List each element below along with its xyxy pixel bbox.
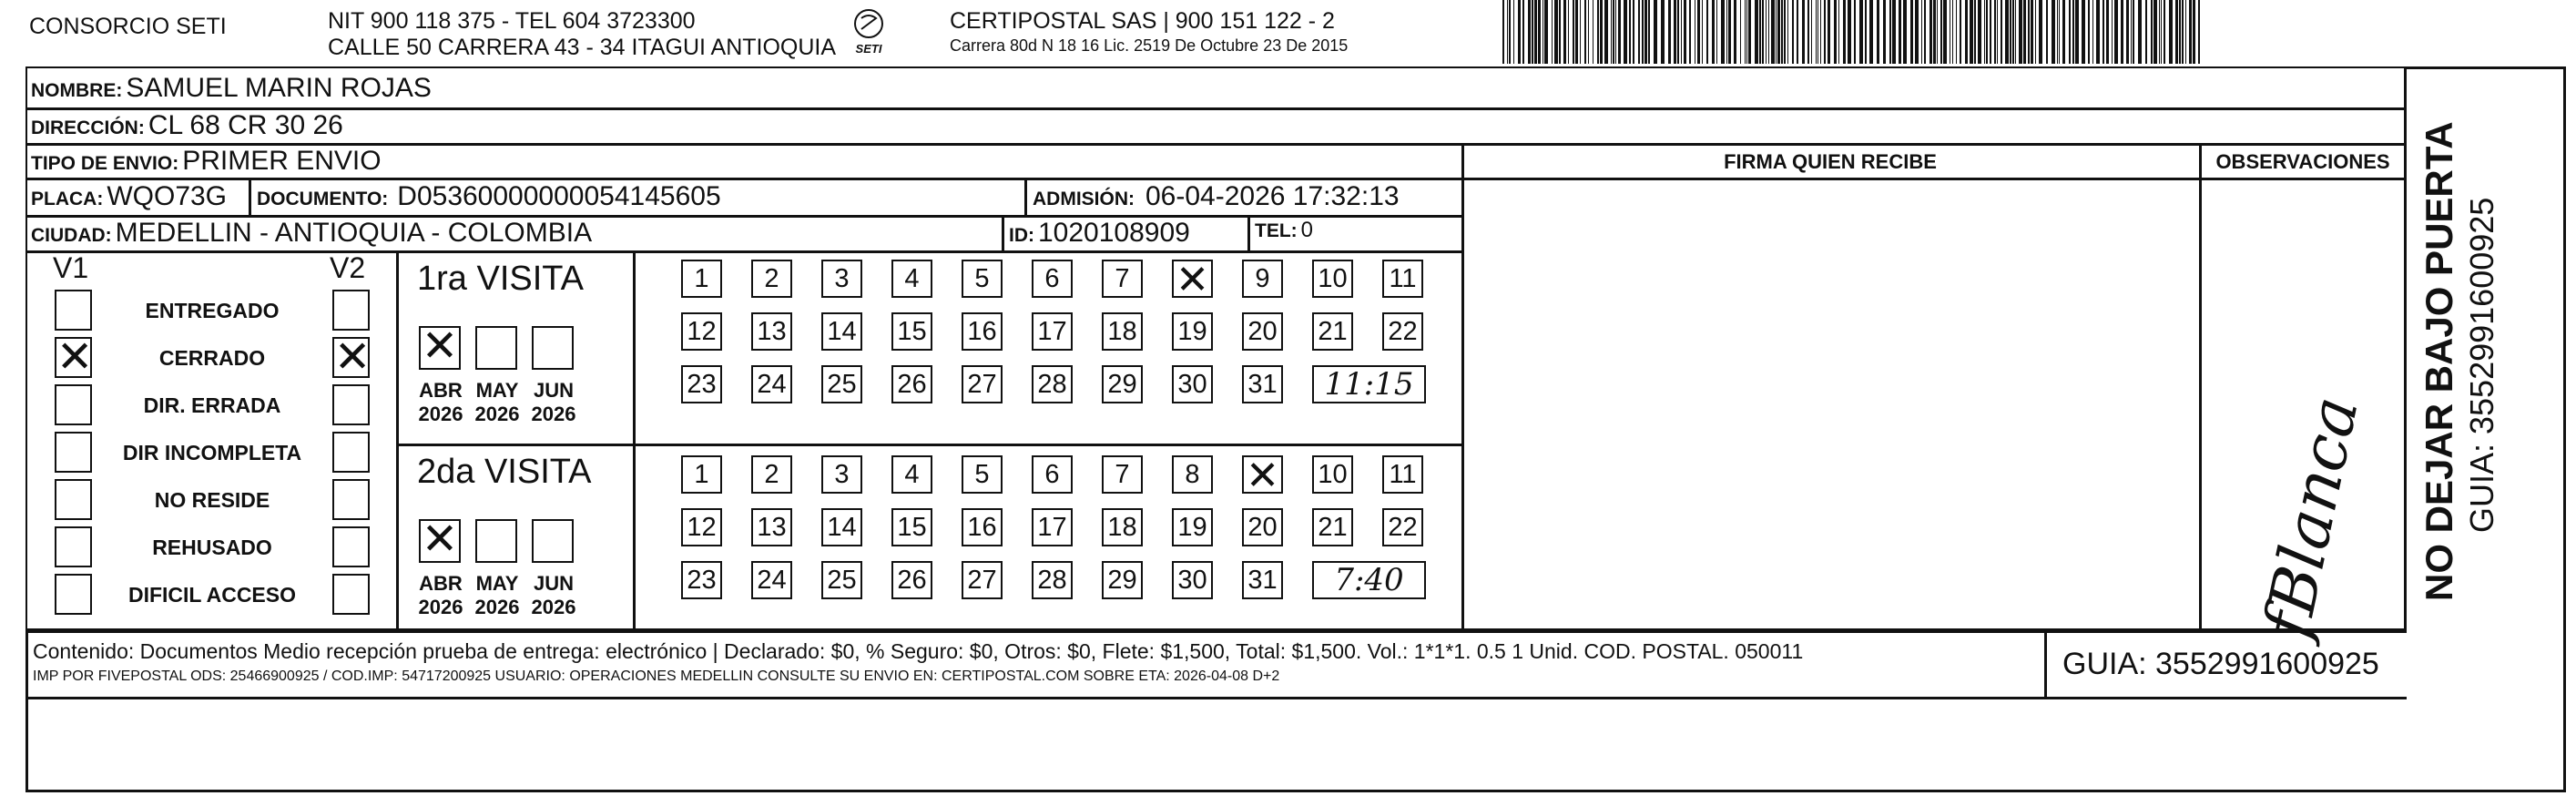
month-year: 2026 xyxy=(418,596,463,618)
v1-checkbox[interactable] xyxy=(55,384,92,425)
day-box[interactable]: 3 xyxy=(821,455,862,494)
admision-label: ADMISIÓN: xyxy=(1033,189,1135,209)
day-box[interactable]: 3 xyxy=(821,260,862,298)
day-box[interactable]: 24 xyxy=(751,561,792,599)
day-box[interactable]: 29 xyxy=(1102,561,1143,599)
day-box[interactable]: 1 xyxy=(681,260,722,298)
ciudad-value: MEDELLIN - ANTIOQUIA - COLOMBIA xyxy=(115,218,593,248)
visit2-title: 2da VISITA xyxy=(417,453,592,491)
nit-line: NIT 900 118 375 - TEL 604 3723300 xyxy=(328,8,696,34)
day-box[interactable]: 25 xyxy=(821,561,862,599)
month-checkbox[interactable] xyxy=(532,326,574,370)
day-box[interactable]: 5 xyxy=(962,455,1003,494)
day-box[interactable] xyxy=(1242,453,1283,499)
month-checkbox[interactable] xyxy=(475,519,517,563)
carrier-address: Carrera 80d N 18 16 Lic. 2519 De Octubre 23 De 2015 xyxy=(950,36,1349,55)
day-box[interactable]: 12 xyxy=(681,508,722,546)
day-box[interactable]: 18 xyxy=(1102,312,1143,351)
v1-checkbox[interactable] xyxy=(55,526,92,567)
day-box[interactable]: 21 xyxy=(1312,508,1353,546)
day-box[interactable]: 11 xyxy=(1382,455,1423,494)
time-box xyxy=(1312,561,1426,599)
nombre-field xyxy=(31,73,432,104)
day-box[interactable]: 27 xyxy=(962,365,1003,403)
day-box[interactable]: 18 xyxy=(1102,508,1143,546)
tel-value: 0 xyxy=(1300,218,1314,242)
v1-checkbox[interactable] xyxy=(55,332,94,383)
month-name: MAY xyxy=(475,379,519,402)
status-label: CERRADO xyxy=(158,346,266,370)
month-label xyxy=(413,572,468,619)
day-box[interactable]: 6 xyxy=(1032,455,1073,494)
status-label: DIFICIL ACCESO xyxy=(127,583,296,607)
direccion-field xyxy=(31,110,343,141)
day-box[interactable]: 2 xyxy=(751,455,792,494)
month-label xyxy=(526,572,581,619)
v1-checkbox[interactable] xyxy=(55,290,92,331)
x-mark: ✕ xyxy=(421,514,459,565)
day-box[interactable]: 23 xyxy=(681,561,722,599)
month-name: JUN xyxy=(533,572,574,595)
nombre-label: NOMBRE: xyxy=(31,80,123,101)
day-box[interactable]: 31 xyxy=(1242,561,1283,599)
status-label: REHUSADO xyxy=(152,536,272,559)
day-box[interactable]: 24 xyxy=(751,365,792,403)
documento-value: D05360000000054145605 xyxy=(397,181,721,211)
day-box[interactable]: 10 xyxy=(1312,260,1353,298)
month-year: 2026 xyxy=(474,403,520,425)
barcode xyxy=(1502,0,2204,64)
day-box[interactable]: 14 xyxy=(821,312,862,351)
day-box[interactable]: 4 xyxy=(891,455,932,494)
day-box[interactable]: 10 xyxy=(1312,455,1353,494)
day-box[interactable]: 9 xyxy=(1242,260,1283,298)
day-box[interactable]: 16 xyxy=(962,312,1003,351)
carrier-name: CERTIPOSTAL SAS | 900 151 122 - 2 xyxy=(950,8,1335,34)
day-box[interactable]: 7 xyxy=(1102,260,1143,298)
placa-field xyxy=(31,181,227,212)
tipo-envio-value: PRIMER ENVIO xyxy=(182,146,382,176)
v1-checkbox[interactable] xyxy=(55,432,92,473)
day-box[interactable]: 31 xyxy=(1242,365,1283,403)
month-checkbox[interactable] xyxy=(475,326,517,370)
day-box[interactable]: 27 xyxy=(962,561,1003,599)
day-box[interactable]: 20 xyxy=(1242,508,1283,546)
direccion-label: DIRECCIÓN: xyxy=(31,117,145,138)
x-mark: ✕ xyxy=(56,332,94,383)
day-box[interactable]: 14 xyxy=(821,508,862,546)
day-box[interactable]: 5 xyxy=(962,260,1003,298)
month-name: ABR xyxy=(419,572,463,595)
day-box[interactable]: 17 xyxy=(1032,508,1073,546)
handwritten-time: 7:40 xyxy=(1334,562,1404,598)
v1-label: V1 xyxy=(53,251,89,284)
day-box[interactable]: 12 xyxy=(681,312,722,351)
day-box[interactable]: 8 xyxy=(1172,455,1213,494)
v1-checkbox[interactable] xyxy=(55,574,92,615)
imp-text: IMP POR FIVEPOSTAL ODS: 25466900925 / COD.IMP: 54717200925 USUARIO: OPERACIONES MEDELLIN CONSULTE SU ENVIO EN: CERTIPOSTAL.COM SOBRE ETA: 2026-04-08 D+2 xyxy=(33,668,1280,684)
day-box[interactable]: 6 xyxy=(1032,260,1073,298)
placa-label: PLACA: xyxy=(31,189,104,209)
month-checkbox[interactable] xyxy=(419,321,461,372)
ciudad-label: CIUDAD: xyxy=(31,225,112,246)
firma-header: FIRMA QUIEN RECIBE xyxy=(1724,150,1937,173)
day-box[interactable]: 28 xyxy=(1032,561,1073,599)
side-guia-text: GUIA: 3552991600925 xyxy=(2463,197,2500,533)
day-box[interactable]: 22 xyxy=(1382,312,1423,351)
v2-checkbox[interactable] xyxy=(332,479,370,520)
contenido-text: Contenido: Documentos Medio recepción prueba de entrega: electrónico | Declarado: $0, % Seguro: $0, Otros: $0, Flete: $1,500, Total: $1,500. Vol.: 1*1*1. 0.5 1 Unid. COD. POSTAL. 050011 xyxy=(33,639,1804,663)
day-box[interactable]: 26 xyxy=(891,365,932,403)
ciudad-field xyxy=(31,218,592,249)
day-box[interactable] xyxy=(1172,257,1213,303)
day-box[interactable]: 15 xyxy=(891,312,932,351)
id-label: ID: xyxy=(1009,225,1034,246)
signature: fBlanca xyxy=(2249,390,2373,645)
month-checkbox[interactable] xyxy=(419,514,461,565)
v2-checkbox[interactable] xyxy=(332,526,370,567)
day-box[interactable]: 30 xyxy=(1172,365,1213,403)
day-box[interactable]: 16 xyxy=(962,508,1003,546)
day-box[interactable]: 26 xyxy=(891,561,932,599)
observaciones-header: OBSERVACIONES xyxy=(2215,150,2390,173)
x-mark: ✕ xyxy=(334,332,372,383)
x-mark: ✕ xyxy=(1246,453,1279,499)
v2-checkbox[interactable] xyxy=(332,332,372,383)
day-box[interactable]: 2 xyxy=(751,260,792,298)
v1-checkbox[interactable] xyxy=(55,479,92,520)
time-box xyxy=(1312,365,1426,403)
month-year: 2026 xyxy=(418,403,463,425)
visit1-title: 1ra VISITA xyxy=(417,260,585,298)
day-box[interactable]: 23 xyxy=(681,365,722,403)
day-box[interactable]: 25 xyxy=(821,365,862,403)
x-mark: ✕ xyxy=(1176,257,1209,303)
day-box[interactable]: 20 xyxy=(1242,312,1283,351)
handwritten-time: 11:15 xyxy=(1324,366,1414,403)
day-box[interactable]: 19 xyxy=(1172,508,1213,546)
tel-field xyxy=(1255,218,1313,243)
month-year: 2026 xyxy=(531,596,576,618)
status-label: DIR INCOMPLETA xyxy=(122,441,302,464)
seti-logo xyxy=(836,5,901,56)
status-label: ENTREGADO xyxy=(145,299,280,322)
day-box[interactable]: 7 xyxy=(1102,455,1143,494)
status-label: DIR. ERRADA xyxy=(143,393,281,417)
day-box[interactable]: 29 xyxy=(1102,365,1143,403)
month-year: 2026 xyxy=(474,596,520,618)
day-box[interactable]: 13 xyxy=(751,508,792,546)
v2-checkbox[interactable] xyxy=(332,574,370,615)
month-year: 2026 xyxy=(531,403,576,425)
company-name: CONSORCIO SETI xyxy=(29,14,227,39)
month-label xyxy=(470,379,524,426)
day-box[interactable]: 1 xyxy=(681,455,722,494)
day-box[interactable]: 19 xyxy=(1172,312,1213,351)
day-box[interactable]: 17 xyxy=(1032,312,1073,351)
tel-label: TEL: xyxy=(1255,220,1298,241)
address-line: CALLE 50 CARRERA 43 - 34 ITAGUI ANTIOQUIA xyxy=(328,35,837,60)
day-box[interactable]: 4 xyxy=(891,260,932,298)
day-box[interactable]: 11 xyxy=(1382,260,1423,298)
direccion-value: CL 68 CR 30 26 xyxy=(148,110,343,140)
placa-value: WQO73G xyxy=(107,181,228,211)
month-name: JUN xyxy=(533,379,574,402)
day-box[interactable]: 21 xyxy=(1312,312,1353,351)
v2-label: V2 xyxy=(330,251,366,284)
day-box[interactable]: 30 xyxy=(1172,561,1213,599)
day-box[interactable]: 13 xyxy=(751,312,792,351)
id-value: 1020108909 xyxy=(1038,218,1190,248)
month-label xyxy=(413,379,468,426)
day-box[interactable]: 28 xyxy=(1032,365,1073,403)
tipo-envio-label: TIPO DE ENVIO: xyxy=(31,153,179,174)
tipo-envio-field xyxy=(31,146,382,177)
v2-checkbox[interactable] xyxy=(332,290,370,331)
guia-footer: GUIA: 3552991600925 xyxy=(2062,647,2379,681)
month-name: ABR xyxy=(419,379,463,402)
day-box[interactable]: 15 xyxy=(891,508,932,546)
logo-text: SETI xyxy=(855,42,882,56)
admision-field xyxy=(1033,181,1400,212)
status-label: NO RESIDE xyxy=(154,488,270,512)
admision-value: 06-04-2026 17:32:13 xyxy=(1145,181,1400,211)
month-checkbox[interactable] xyxy=(532,519,574,563)
v2-checkbox[interactable] xyxy=(332,432,370,473)
documento-label: DOCUMENTO: xyxy=(257,189,389,209)
day-box[interactable]: 22 xyxy=(1382,508,1423,546)
documento-field xyxy=(257,181,721,212)
month-label xyxy=(526,379,581,426)
x-mark: ✕ xyxy=(421,321,459,372)
no-dejar-text: NO DEJAR BAJO PUERTA xyxy=(2418,121,2460,601)
id-field xyxy=(1009,218,1190,249)
month-label xyxy=(470,572,524,619)
nombre-value: SAMUEL MARIN ROJAS xyxy=(126,73,432,103)
v2-checkbox[interactable] xyxy=(332,384,370,425)
month-name: MAY xyxy=(475,572,519,595)
